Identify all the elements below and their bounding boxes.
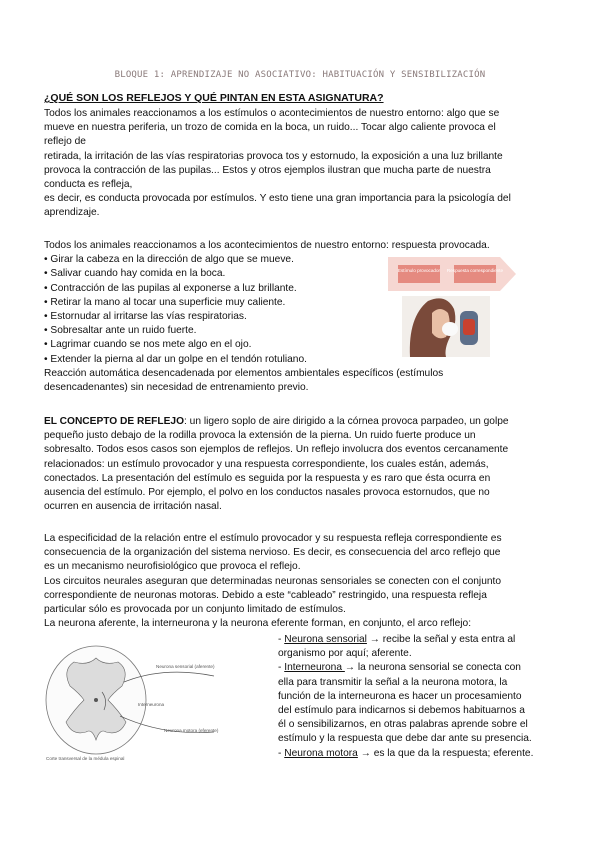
motor-text: → es la que da la respuesta; eferente. [357, 747, 534, 759]
spinal-cord-illustration [44, 636, 266, 764]
concept-line: sobresalto. Todos esos casos son ejemplos de reflejos. Un reflejo involucra dos eventos cercanamente [44, 444, 509, 456]
specificity-line: particular sólo es provocada por un conjunto limitado de estímulos. [44, 604, 346, 616]
example-item: • Retirar la mano al tocar una superficie muy caliente. [44, 296, 286, 308]
intro-line: provoca la contracción de las pupilas... Estos y otros ejemplos ilustran que mucha parte de nuestra [44, 164, 491, 176]
section-heading: ¿QUÉ SON LOS REFLEJOS Y QUÉ PINTAN EN ESTA ASIGNATURA? [44, 92, 384, 104]
concept-line: pequeño justo debajo de la rodilla provoca la extensión de la pierna. Un ruido fuerte produce un [44, 430, 476, 442]
example-item: • Girar la cabeza en la dirección de algo que se mueve. [44, 254, 294, 266]
concept-line: conectados. La presentación del estímulo es seguida por la respuesta y es raro que ésta ocurra en [44, 472, 491, 484]
example-item: • Contracción de las pupilas al exponerse a luz brillante. [44, 282, 297, 294]
specificity-paragraph [44, 532, 502, 631]
intro-line: retirada, la irritación de las vías respiratorias provoca tos y estornudo, la exposición a una luz brillante [44, 150, 503, 162]
bottle-label [463, 319, 475, 335]
example-item: • Lagrimar cuando se nos mete algo en el ojo. [44, 339, 252, 351]
concept-line: ocurren en ausencia de irritación nasal. [44, 501, 222, 513]
intro-line: mueve en nuestra periferia, un trozo de comida en la boca, un ruido... Tocar algo caliente provoca el [44, 122, 496, 134]
inter-def-line: función de la interneurona es hacer un procesamiento [278, 690, 522, 702]
inter-def: - Interneurona → la neurona sensorial se conecta con [278, 662, 521, 674]
concept-line: ausencia del estímulo. Por ejemplo, el polvo en los conductos nasales provoca estornudos, que no [44, 487, 490, 499]
specificity-line: Los circuitos neurales aseguran que determinadas neuronas sensoriales se conecten con el conjunto [44, 575, 502, 587]
interneuron-label: Interneurona [138, 702, 165, 707]
response-label: Respuesta correspondiente [446, 268, 504, 273]
inter-def-line: del estímulo para indicarnos si debemos habituarnos a [278, 705, 525, 717]
motor-term: Neurona motora [284, 747, 358, 759]
concept-first-line [44, 415, 509, 429]
reaction-line: Reacción automática desencadenada por elementos ambientales específicos (estímulos [44, 367, 444, 379]
stimulus-response-illustration [388, 257, 518, 357]
sensorial-def-cont: organismo por aquí; aferente. [278, 648, 412, 660]
figure-caption: Corte transversal de la médula espinal [46, 756, 125, 761]
sensorial-term: Neurona sensorial [284, 634, 367, 645]
specificity-line: La especificidad de la relación entre el estímulo provocador y su respuesta refleja correspondiente es [44, 533, 502, 544]
intro-paragraph [44, 107, 511, 221]
specificity-line: es un mecanismo neurofisiológico que provoca el reflejo. [44, 561, 301, 573]
motor-label: Neurona motora (eferente) [164, 728, 219, 733]
specificity-line: La neurona aferente, la interneurona y la neurona eferente forman, en conjunto, el arco reflejo: [44, 618, 472, 630]
intro-line: conducta es refleja, [44, 179, 133, 191]
sensorial-text: → recibe la señal y esta entra al [366, 634, 516, 645]
inter-term: Interneurona [284, 662, 345, 674]
central-canal [94, 698, 98, 702]
sensorial-def: - Neurona sensorial → recibe la señal y esta entra al [278, 634, 516, 645]
inter-def-line: él o sensibilizarnos, en otras palabras aprende sobre el [278, 719, 528, 731]
spinal-cord-figure [44, 636, 266, 764]
stimulus-response-figure [388, 257, 518, 357]
document-title: BLOQUE 1: APRENDIZAJE NO ASOCIATIVO: HABITUACIÓN Y SENSIBILIZACIÓN [114, 70, 486, 80]
tissue-shape [442, 322, 458, 336]
concept-paragraph [44, 415, 509, 514]
neuron-definitions [278, 633, 533, 761]
intro-line: Todos los animales reaccionamos a los estímulos o acontecimientos de nuestro entorno: algo que se [44, 108, 500, 119]
inter-def-line: ella para transmitir la señal a la neurona motora, la [278, 676, 508, 688]
example-item: • Extender la pierna al dar un golpe en el tendón rotuliano. [44, 353, 307, 365]
sensory-label: Neurona sensorial (aferente) [156, 664, 215, 669]
example-item: • Sobresaltar ante un ruido fuerte. [44, 325, 197, 337]
intro-line: aprendizaje. [44, 207, 100, 219]
concept-line: relacionados: un estímulo provocador y una respuesta correspondiente, los cuales están, además, [44, 458, 489, 470]
concept-label: EL CONCEPTO DE REFLEJO [44, 416, 185, 427]
concept-first-text: : un ligero soplo de aire dirigido a la córnea provoca parpadeo, un golpe [184, 416, 509, 427]
examples-intro: Todos los animales reaccionamos a los acontecimientos de nuestro entorno: respuesta provocada. [44, 240, 490, 251]
motor-def: - Neurona motora → es la que da la respuesta; eferente. [278, 747, 534, 759]
specificity-line: consecuencia de la organización del sistema nervioso. Es decir, es consecuencia del arco reflejo que [44, 547, 501, 559]
reaction-line: desencadenantes) sin necesidad de entrenamiento previo. [44, 382, 309, 394]
specificity-line: correspondiente de neuronas motoras. Debido a este “cableado” restringido, una respuesta refleja [44, 589, 487, 601]
inter-def-line: estímulo y la respuesta que debe dar ante su presencia. [278, 733, 532, 745]
stimulus-label: Estímulo provocador [397, 268, 441, 273]
example-item: • Salivar cuando hay comida en la boca. [44, 268, 226, 280]
inter-text: → la neurona sensorial se conecta con [344, 662, 521, 674]
intro-line: es decir, es conducta provocada por estímulos. Y esto tiene una gran importancia para la psicología del [44, 193, 511, 205]
example-item: • Estornudar al irritarse las vías respiratorias. [44, 311, 247, 323]
intro-line: reflejo de [44, 136, 86, 148]
